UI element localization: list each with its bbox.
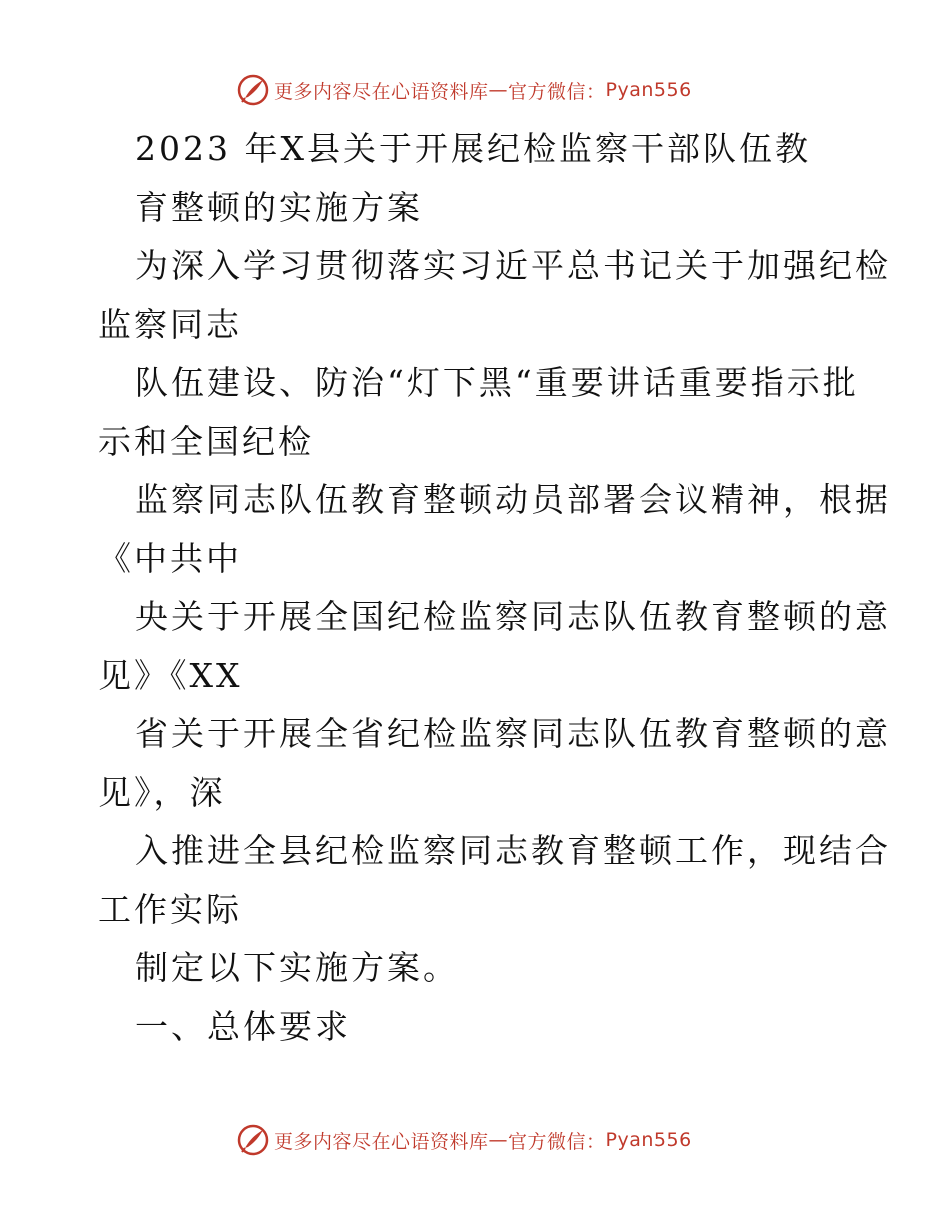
doc-line: 央关于开展全国纪检监察同志队伍教育整顿的意 bbox=[135, 597, 891, 636]
watermark-sub-text: 官方微信： bbox=[508, 80, 606, 103]
doc-title-line-2: 育整顿的实施方案 bbox=[135, 187, 423, 227]
watermark-main-text: 更多内容尽在心语资料库 bbox=[274, 80, 489, 103]
doc-line: 见》，深 bbox=[98, 772, 226, 812]
watermark-main-text: 更多内容尽在心语资料库 bbox=[274, 1130, 489, 1153]
doc-line: 监察同志 bbox=[98, 304, 242, 344]
watermark-separator: — bbox=[488, 79, 509, 101]
watermark-sub-text: 官方微信： bbox=[508, 1130, 606, 1153]
doc-line: 工作实际 bbox=[98, 889, 242, 929]
watermark-separator: — bbox=[488, 1129, 509, 1151]
doc-line: 见》《XX bbox=[98, 655, 243, 695]
doc-line: 制定以下实施方案。 bbox=[135, 948, 459, 987]
header-watermark bbox=[236, 73, 692, 107]
doc-line: 省关于开展全省纪检监察同志队伍教育整顿的意 bbox=[135, 714, 891, 753]
doc-line: 示和全国纪检 bbox=[98, 421, 314, 461]
quill-logo-icon bbox=[236, 1123, 270, 1157]
watermark-wechat-id: Pyan556 bbox=[605, 79, 692, 101]
footer-watermark bbox=[236, 1123, 692, 1157]
quill-logo-icon bbox=[236, 73, 270, 107]
document-body bbox=[98, 120, 891, 1056]
doc-line: 监察同志队伍教育整顿动员部署会议精神，根据 bbox=[135, 480, 891, 519]
doc-line: 为深入学习贯彻落实习近平总书记关于加强纪检 bbox=[135, 246, 891, 285]
section-heading: 一、总体要求 bbox=[135, 1006, 351, 1046]
doc-title-line-1: 2023 年X县关于开展纪检监察干部队伍教 bbox=[135, 129, 811, 168]
watermark-wechat-id: Pyan556 bbox=[605, 1129, 692, 1151]
doc-line: 队伍建设、防治“灯下黑“重要讲话重要指示批 bbox=[135, 363, 859, 402]
doc-line: 《中共中 bbox=[98, 538, 242, 578]
doc-line: 入推进全县纪检监察同志教育整顿工作，现结合 bbox=[135, 831, 891, 870]
